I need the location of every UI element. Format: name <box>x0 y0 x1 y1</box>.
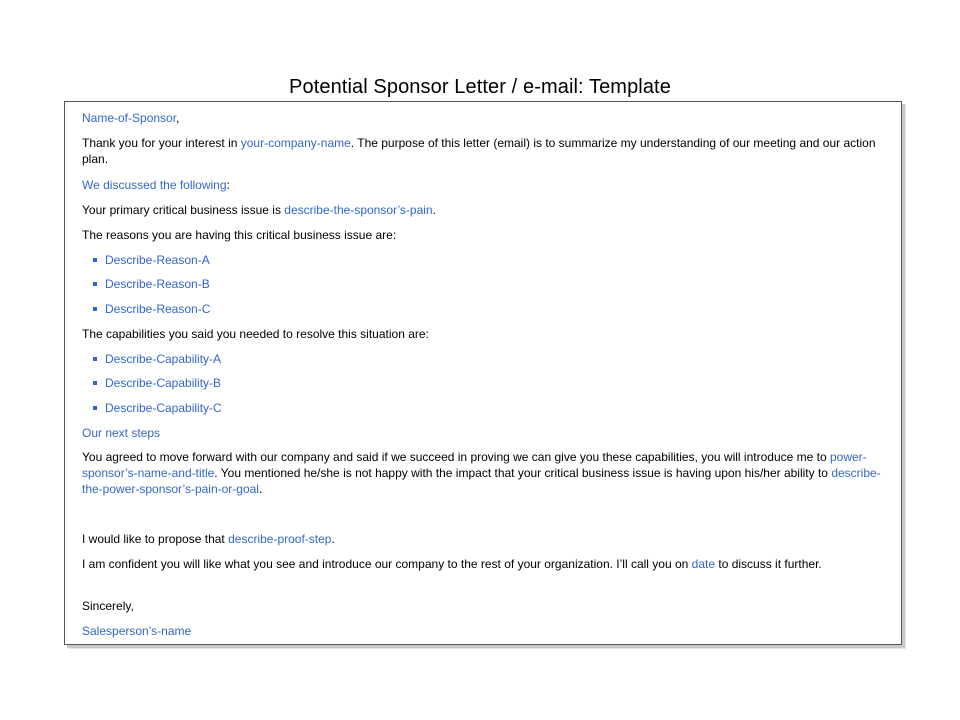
discussed-punct: : <box>226 178 230 192</box>
reason-item <box>82 276 210 292</box>
reason-item <box>82 252 210 268</box>
bullet-square-icon <box>93 381 97 385</box>
intro-paragraph <box>82 135 887 167</box>
bullet-square-icon <box>93 357 97 361</box>
salutation-punct: , <box>176 111 180 125</box>
next-steps-paragraph <box>82 449 887 497</box>
pain-punct: . <box>432 203 436 217</box>
capability-item <box>82 351 221 367</box>
intro-text-b: . The purpose of this letter (email) is to summarize my understanding of our meeting and our action plan. <box>82 136 876 166</box>
capability-label: Describe-Capability-B <box>105 376 222 390</box>
closing: Sincerely, <box>82 599 134 613</box>
salutation-line <box>82 110 179 126</box>
letter-panel <box>64 101 902 645</box>
proof-text: I would like to propose that <box>82 532 229 546</box>
power-sponsor-placeholder: power-sponsor’s-name-and-title <box>82 450 867 480</box>
reason-label: Describe-Reason-A <box>105 253 210 267</box>
pain-placeholder: describe-the-sponsor’s-pain <box>284 203 433 217</box>
next-steps-text-c: . <box>258 482 263 496</box>
bullet-square-icon <box>93 282 97 286</box>
proof-line <box>82 531 335 547</box>
capability-item <box>82 400 222 416</box>
reason-label: Describe-Reason-B <box>105 277 210 291</box>
next-steps-text-a: You agreed to move forward with our company and said if we succeed in proving we can give you these capabilities, you will introduce me to <box>82 450 830 464</box>
discussed-heading <box>82 177 230 193</box>
reason-label: Describe-Reason-C <box>105 302 211 316</box>
proof-punct: . <box>331 532 335 546</box>
confident-text-a: I am confident you will like what you see and introduce our company to the rest of your organization. I’ll call you on <box>82 557 692 571</box>
signature-placeholder: Salesperson’s-name <box>82 624 192 638</box>
capability-label: Describe-Capability-A <box>105 352 222 366</box>
pain-text: Your primary critical business issue is <box>82 203 285 217</box>
bullet-square-icon <box>93 307 97 311</box>
bullet-square-icon <box>93 406 97 410</box>
capabilities-intro: The capabilities you said you needed to resolve this situation are: <box>82 327 429 341</box>
pain-line <box>82 202 436 218</box>
date-placeholder: date <box>691 557 716 571</box>
reasons-intro: The reasons you are having this critical business issue are: <box>82 228 397 242</box>
confident-paragraph <box>82 556 887 572</box>
sponsor-name-placeholder: Name-of-Sponsor <box>82 111 177 125</box>
confident-text-b: to discuss it further. <box>715 557 822 571</box>
intro-text-a: Thank you for your interest in <box>82 136 241 150</box>
discussed-label: We discussed the following <box>82 178 227 192</box>
page-title: Potential Sponsor Letter / e-mail: Template <box>289 76 671 98</box>
capability-item <box>82 375 221 391</box>
next-steps-heading: Our next steps <box>82 426 161 440</box>
proof-step-placeholder: describe-proof-step <box>228 532 332 546</box>
reason-item <box>82 301 210 317</box>
bullet-square-icon <box>93 258 97 262</box>
company-name-placeholder: your-company-name <box>240 136 351 150</box>
capability-label: Describe-Capability-C <box>105 401 222 415</box>
next-steps-text-b: . You mentioned he/she is not happy with the impact that your critical business issue is having upon his/her ability to <box>214 466 832 480</box>
power-sponsor-goal-placeholder: describe-the-power-sponsor’s-pain-or-goal <box>82 466 881 496</box>
